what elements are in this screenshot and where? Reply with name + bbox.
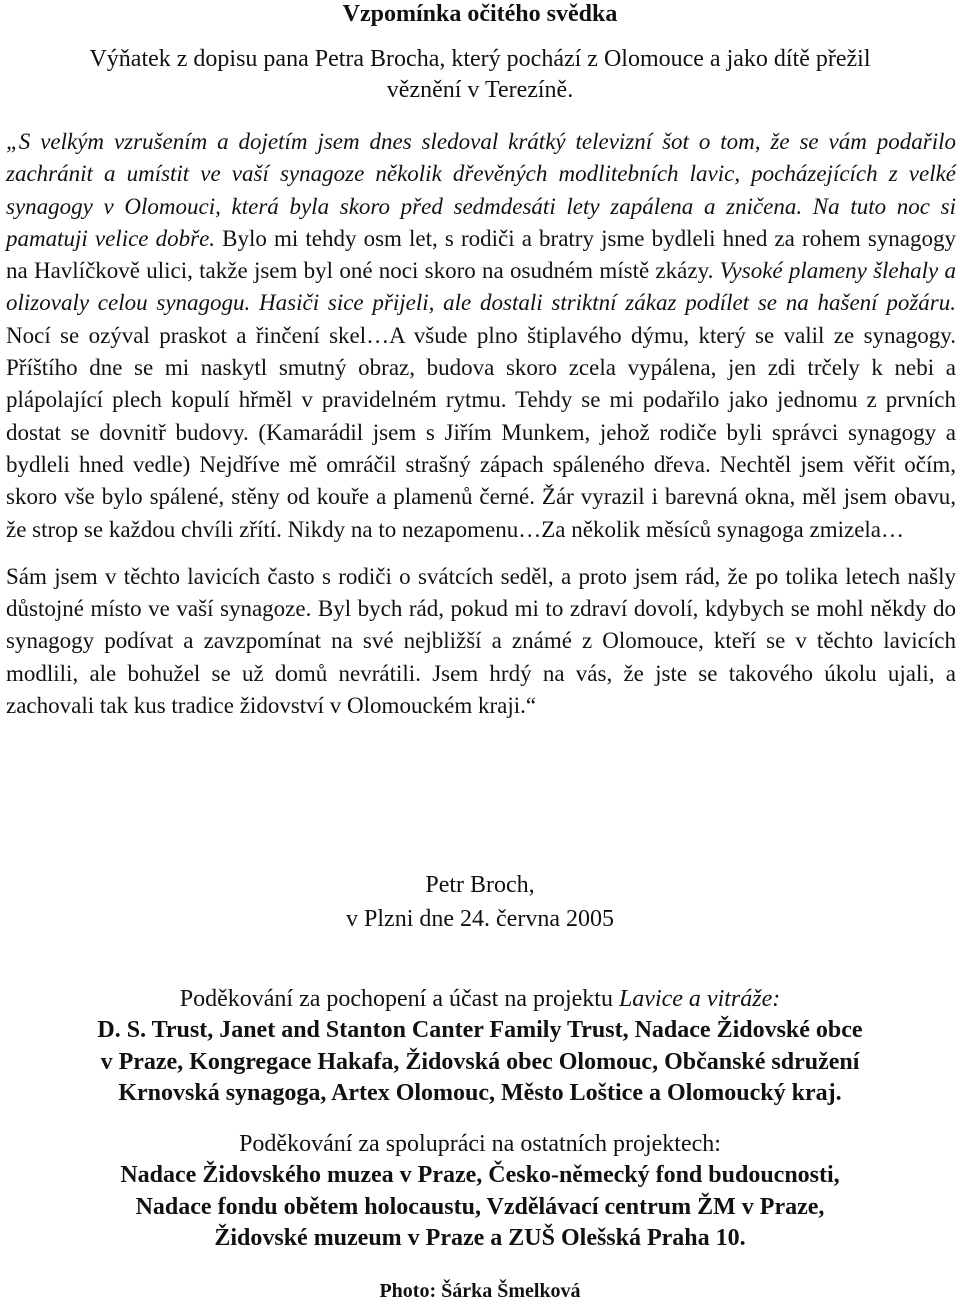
acknowledgement-2-heading: Poděkování za spolupráci na ostatních projektech:: [239, 1131, 721, 1157]
signature-block: [0, 868, 960, 936]
intro-line-2: věznění v Terezíně.: [386, 77, 574, 103]
acknowledgement-2-sponsors: [20, 1160, 940, 1255]
intro-text: [20, 44, 940, 106]
intro-line-1: Výňatek z dopisu pana Petra Brocha, který pochází z Olomouce a jako dítě přežil: [89, 46, 871, 72]
signature-place-date: v Plzni dne 24. června 2005: [346, 906, 614, 932]
sponsors-2-line-1: Nadace Židovského muzea v Praze, Česko-německý fond budoucnosti,: [120, 1162, 840, 1188]
letter-paragraph-2: Sám jsem v těchto lavicích často s rodiči o svátcích seděl, a proto jsem rád, že po tolika letech našly důstojné místo ve vaší synagoze. Byl bych rád, pokud mi to zdraví dovolí, kdybych se mohl někdy do synagogy podívat a zavzpomínat na své nejbližší a známé z Olomouce, kteří se v těchto lavicích modlili, ale bohužel se už domů nevrátili. Jsem hrdý na vás, že jste se takového úkolu ujali, a zachovali tak kus tradice židovství v Olomouckém kraji.“: [6, 563, 956, 719]
sponsors-1-line-3: Krnovská synagoga, Artex Olomouc, Město Loštice a Olomoucký kraj.: [118, 1080, 842, 1106]
letter-body: [6, 126, 956, 722]
acknowledgement-1-project: Lavice a vitráže:: [618, 986, 781, 1012]
letter-italic-part-1: „S velkým vzrušením a dojetím jsem dnes sledoval krátký televizní šot o tom, že se vám podařilo zachránit a umístit ve vaší synagoze několik dřevěných modlitebních lavic, pocházejících z velké synagogy v Olomouci, která byla skoro před sedmdesáti lety zapálena a zničena. Na tuto noc si pamatuji velice dobře.: [6, 129, 956, 251]
photo-credit: Photo: Šárka Šmelková: [379, 1280, 581, 1302]
acknowledgement-1-sponsors: [20, 1015, 940, 1110]
letter-normal-part-2: Nocí se ozýval praskot a řinčení skel…A všude plno štiplavého dýmu, který se valil ze synagogy. Příštího dne se mi naskytl smutný obraz, budova skoro zcela vypálena, jen zdi trčely k nebi a plápolající plech kopulí hřměl v pravidelném rytmu. Tehdy se mi podařilo jako jednomu z prvních dostat se dovnitř budovy. (Kamarádil jsem s Jiřím Munkem, jehož rodiče byli správci synagogy a bydleli hned vedle) Nejdříve mě omráčil strašný zápach spáleného dřeva. Nechtěl jsem věřit očím, skoro vše bylo spálené, stěny od kouře a plamenů černé. Žár vyrazil i barevná okna, měl jsem obavu, že strop se každou chvíli zřítí. Nikdy na to nezapomenu…Za několik měsíců synagoga zmizela…: [6, 322, 956, 542]
sponsors-2-line-3: Židovské muzeum v Praze a ZUŠ Olešská Praha 10.: [214, 1225, 746, 1251]
letter-italic-part-2: Vysoké plameny šlehaly a olizovaly celou synagogu. Hasiči sice přijeli, ale dostali striktní zákaz podílet se na hašení požáru.: [6, 258, 956, 316]
acknowledgement-1-text: Poděkování za pochopení a účast na projektu: [179, 986, 619, 1012]
sponsors-1-line-2: v Praze, Kongregace Hakafa, Židovská obec Olomouc, Občanské sdružení: [100, 1048, 860, 1075]
page-title: Vzpomínka očitého svědka: [342, 1, 618, 27]
paragraph-gap: [6, 546, 956, 561]
sponsors-2-line-2: Nadace fondu obětem holocaustu, Vzdělávací centrum ŽM v Praze,: [135, 1193, 825, 1220]
signature-name: Petr Broch,: [425, 872, 535, 898]
letter-paragraph-1: [6, 126, 956, 546]
acknowledgement-1-heading: [0, 984, 960, 1015]
letter-normal-part-1: Bylo mi tehdy osm let, s rodiči a bratry jsme bydleli hned za rohem synagogy na Havlíčkově ulici, takže jsem byl oné noci skoro na osudném místě zkázy.: [6, 225, 956, 284]
sponsors-1-line-1: D. S. Trust, Janet and Stanton Canter Family Trust, Nadace Židovské obce: [97, 1017, 863, 1043]
